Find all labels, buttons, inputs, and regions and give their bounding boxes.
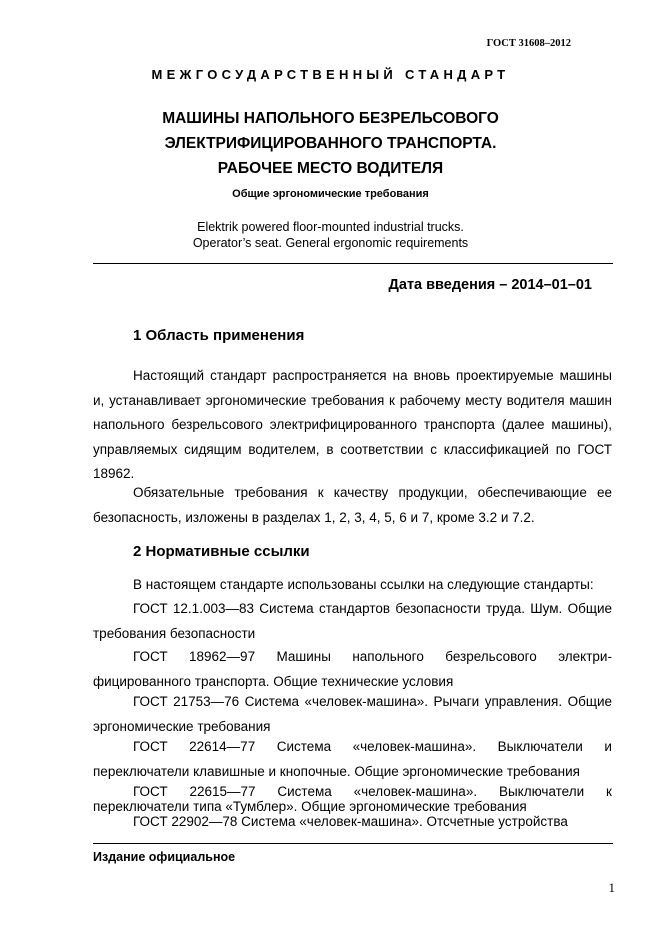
reference-gost-21753: ГОСТ 21753—76 Система «человек-машина». Рычаги управления. Общие эргономические требования (93, 694, 612, 734)
page-number: 1 (608, 880, 615, 895)
title-divider (93, 263, 613, 264)
section-1-paragraph-1: Настоящий стандарт распространяется на вновь проектируемые машины и, устанавливает эргономические требования к рабочему месту водителя машин напольного безрельсового электрифицированного транспорта (далее машины), управляемых сидящим водителем, в соответствии с классификацией по ГОСТ 18962. (93, 368, 612, 481)
english-title-line-1: Elektrik powered floor-mounted industrial trucks. (197, 220, 464, 234)
document-title (0, 106, 661, 181)
introduction-date: Дата введения – 2014–01–01 (388, 277, 592, 293)
document-subtitle: Общие эргономические требования (232, 188, 429, 200)
section-1-heading: 1 Область применения (133, 327, 305, 344)
section-1-paragraph-2: Обязательные требования к качеству продукции, обеспечивающие ее безопасность, изложены в разделах 1, 2, 3, 4, 5, 6 и 7, кроме 3.2 и 7.2. (93, 485, 612, 525)
footer-divider (93, 843, 613, 844)
reference-gost-22615 (93, 784, 612, 829)
title-line-2: ЭЛЕКТРИФИЦИРОВАННОГО ТРАНСПОРТА. (164, 135, 497, 152)
edition-label: Издание официальное (93, 850, 236, 864)
section-2-heading: 2 Нормативные ссылки (133, 543, 310, 560)
english-title-line-2: Operator’s seat. General ergonomic requirements (192, 236, 469, 250)
english-title (0, 219, 661, 251)
reference-gost-18962-line-2: фицированного транспорта. Общие технические условия (93, 673, 454, 689)
reference-gost-22902: ГОСТ 22902—78 Система «человек-машина». Отсчетные устройства (133, 814, 568, 829)
reference-gost-22615-line-1: ГОСТ 22615—77 Система «человек-машина». Выключатели к (133, 784, 612, 799)
reference-gost-22614 (93, 735, 612, 784)
title-line-3: РАБОЧЕЕ МЕСТО ВОДИТЕЛЯ (217, 160, 444, 177)
section-2-intro: В настоящем стандарте использованы ссылки на следующие стандарты: (133, 577, 594, 592)
reference-gost-18962-line-1: ГОСТ 18962—97 Машины напольного безрельсового электри- (133, 649, 612, 664)
interstate-standard-label: МЕЖГОСУДАРСТВЕННЫЙ СТАНДАРТ (151, 67, 510, 82)
reference-gost-22614-line-2: переключатели клавишные и кнопочные. Общие эргономические требования (93, 763, 580, 779)
reference-gost-22615-line-2: переключатели типа «Тумблер». Общие эргономические требования (93, 799, 527, 814)
title-line-1: МАШИНЫ НАПОЛЬНОГО БЕЗРЕЛЬСОВОГО (162, 110, 499, 127)
document-id: ГОСТ 31608–2012 (486, 38, 571, 49)
reference-gost-22614-line-1: ГОСТ 22614—77 Система «человек-машина». Выключатели и (133, 739, 612, 754)
reference-gost-18962 (93, 645, 612, 694)
reference-gost-12-1-003: ГОСТ 12.1.003—83 Система стандартов безопасности труда. Шум. Общие требования безопасности (93, 601, 612, 641)
